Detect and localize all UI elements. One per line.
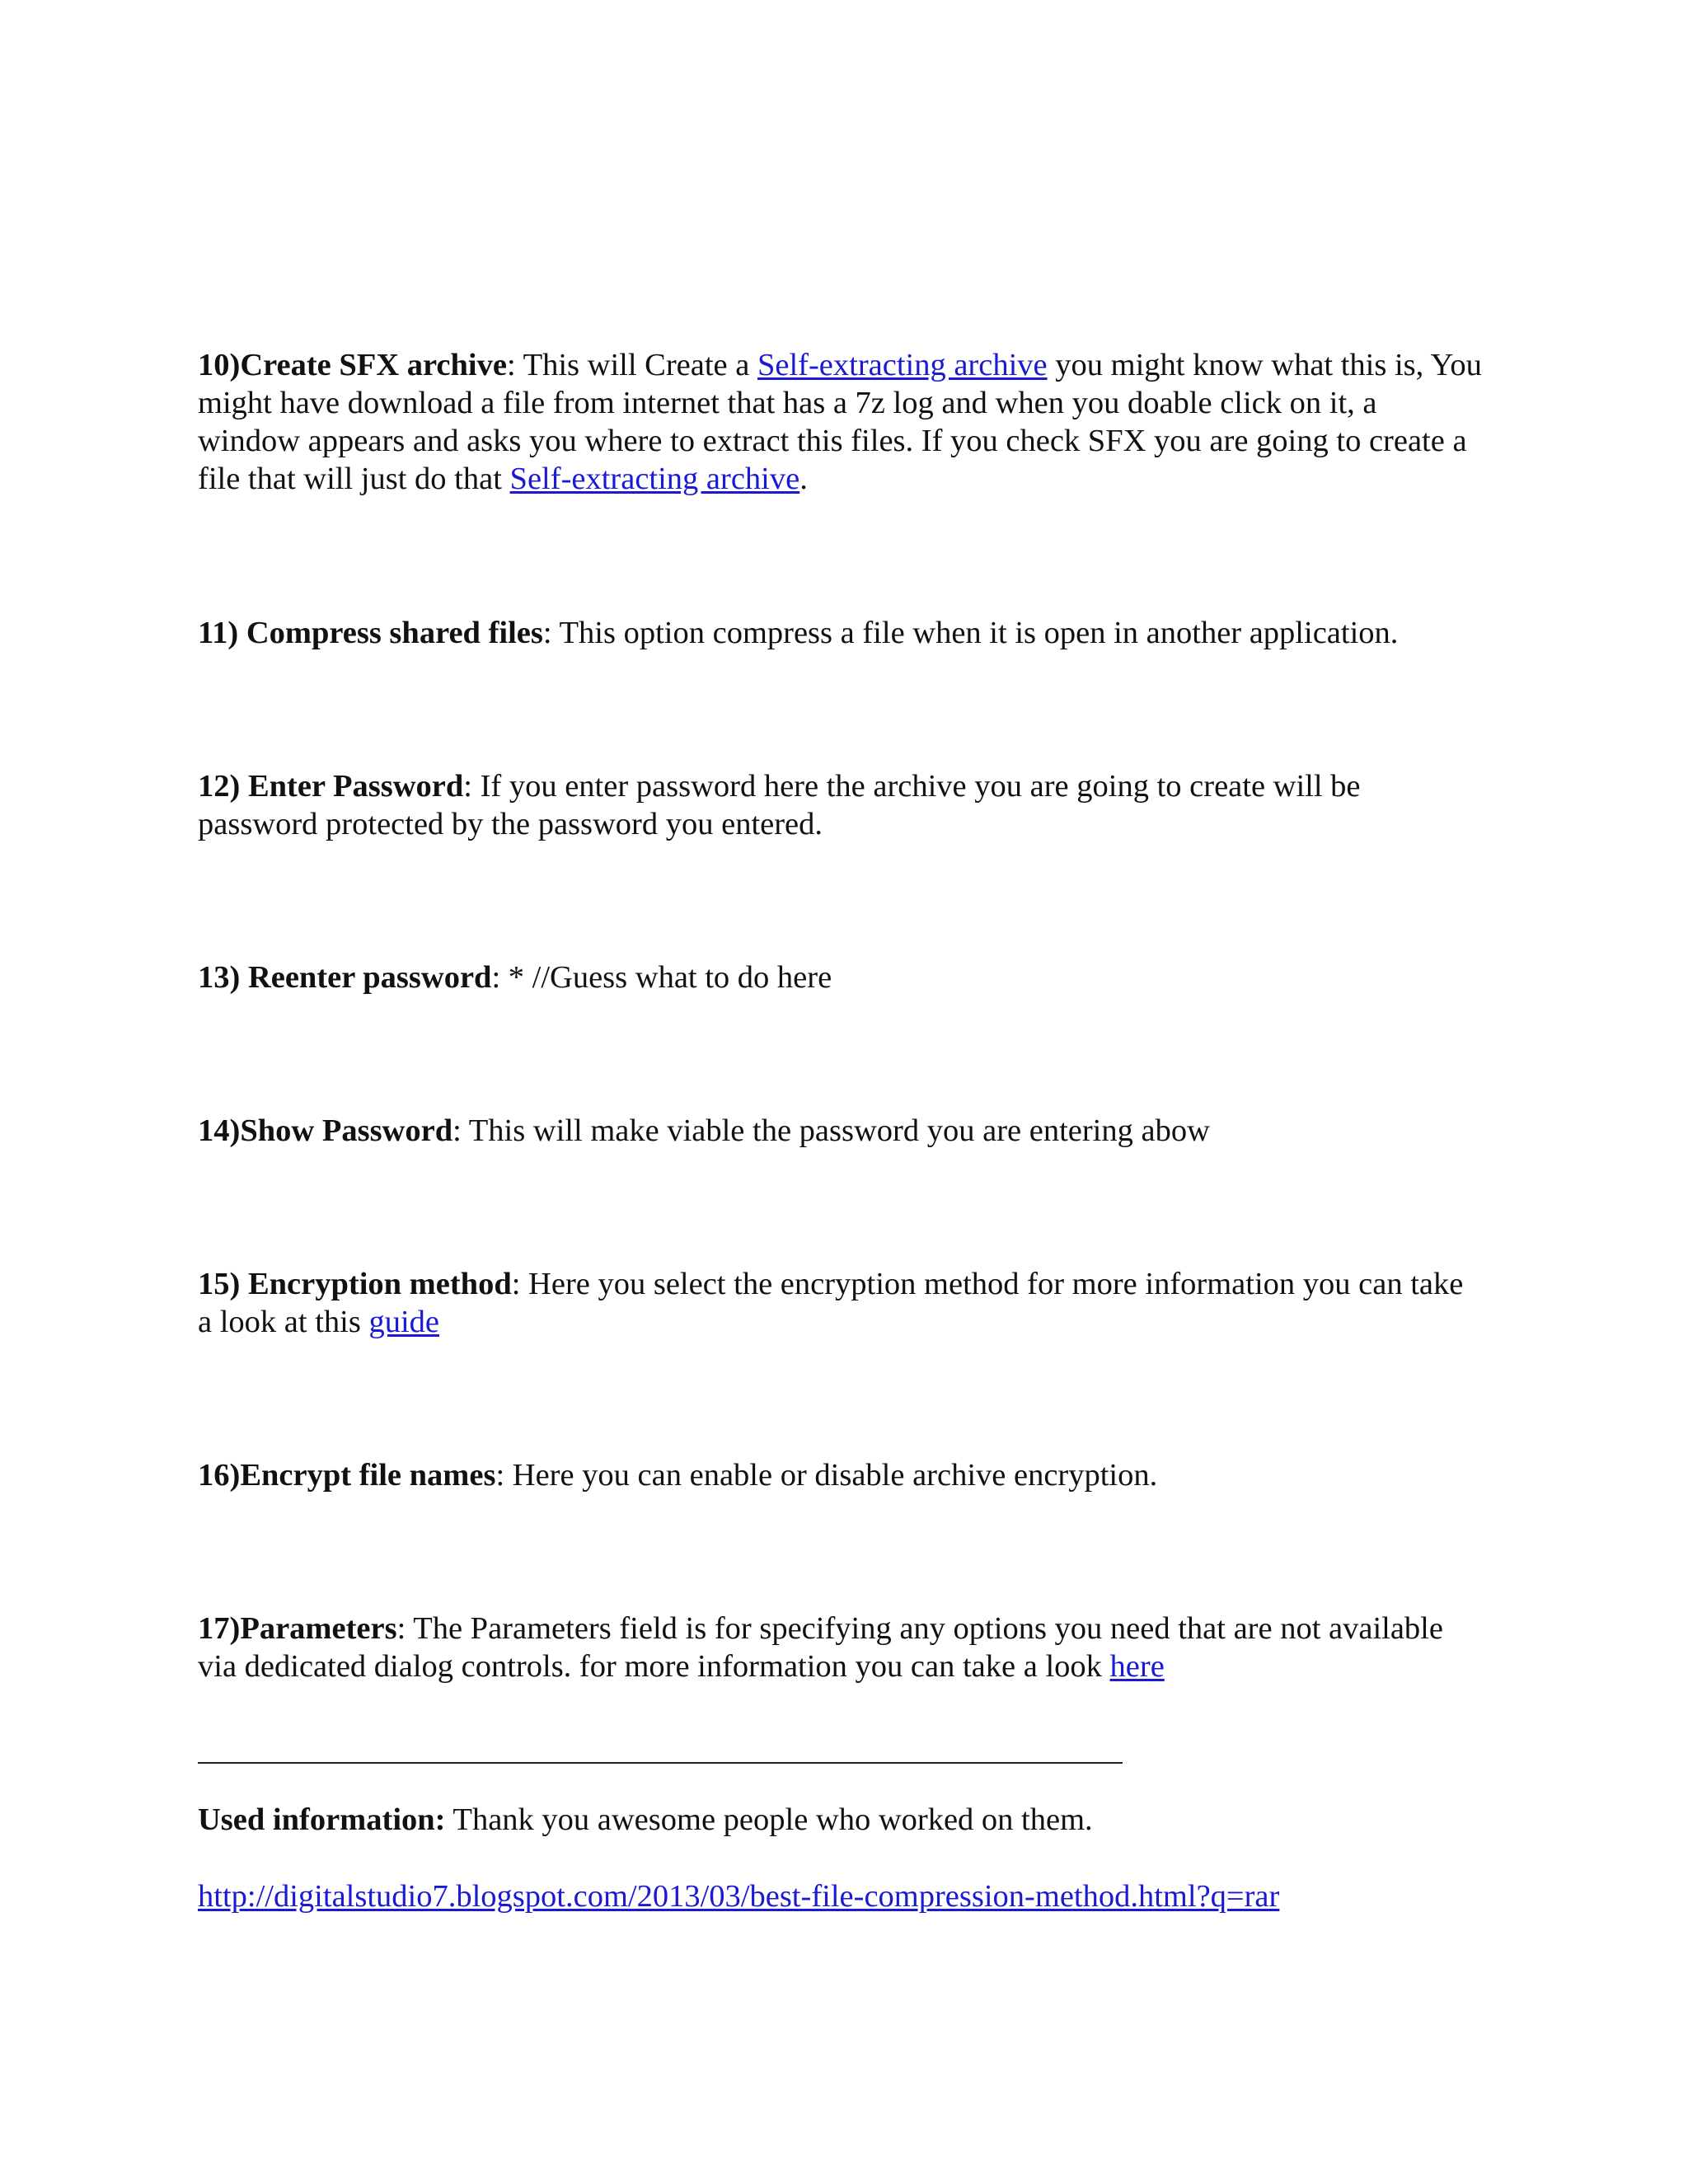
- item-parameters: [198, 1610, 1484, 1685]
- item-enter-password: [198, 767, 1484, 843]
- item-show-password: [198, 1112, 1484, 1150]
- item-text: : * //Guess what to do here: [491, 960, 832, 995]
- item-text: : This will Create a: [506, 348, 757, 382]
- source-url-line: [198, 1877, 1484, 1915]
- used-information: [198, 1801, 1484, 1839]
- item-compress-shared-files: [198, 614, 1484, 652]
- guide-link[interactable]: guide: [368, 1305, 439, 1339]
- used-information-text: Thank you awesome people who worked on them.: [445, 1802, 1093, 1837]
- item-heading: 13) Reenter password: [198, 960, 492, 995]
- item-encrypt-file-names: [198, 1456, 1484, 1494]
- source-url-link[interactable]: http://digitalstudio7.blogspot.com/2013/03/best-file-compression-method.html?q=rar: [198, 1879, 1280, 1914]
- item-create-sfx-archive: [198, 346, 1484, 498]
- used-information-heading: Used information:: [198, 1802, 446, 1837]
- item-heading: 10)Create SFX archive: [198, 348, 507, 382]
- item-reenter-password: [198, 958, 1484, 996]
- item-encryption-method: [198, 1265, 1484, 1341]
- item-heading: 15) Encryption method: [198, 1267, 512, 1301]
- item-text: : The Parameters field is for specifying any options you need that are not available via dedicated dialog controls. for more information you can take a look: [198, 1611, 1443, 1684]
- item-text: : If you enter password here the archive you are going to create will be password protected by the password you entered.: [198, 769, 1361, 841]
- item-text: .: [799, 462, 808, 496]
- item-text: : This option compress a file when it is open in another application.: [542, 616, 1399, 650]
- item-heading: 17)Parameters: [198, 1611, 397, 1646]
- horizontal-divider: [198, 1762, 1123, 1764]
- item-text: : This will make viable the password you are entering abow: [452, 1113, 1210, 1148]
- here-link[interactable]: here: [1109, 1649, 1165, 1684]
- item-text: : Here you select the encryption method for more information you can take a look at this: [198, 1267, 1464, 1339]
- self-extracting-archive-link[interactable]: Self-extracting archive: [757, 348, 1048, 382]
- item-heading: 14)Show Password: [198, 1113, 453, 1148]
- item-heading: 16)Encrypt file names: [198, 1458, 496, 1493]
- item-heading: 12) Enter Password: [198, 769, 464, 804]
- self-extracting-archive-link-2[interactable]: Self-extracting archive: [509, 462, 800, 496]
- item-text: you might know what this is, You might have download a file from internet that has a 7z log and when you doable click on it, a window appears and asks you where to extract this files. If you check SFX you are going to create a file that will just do that: [198, 348, 1482, 496]
- item-heading: 11) Compress shared files: [198, 616, 543, 650]
- item-text: : Here you can enable or disable archive encryption.: [495, 1458, 1158, 1493]
